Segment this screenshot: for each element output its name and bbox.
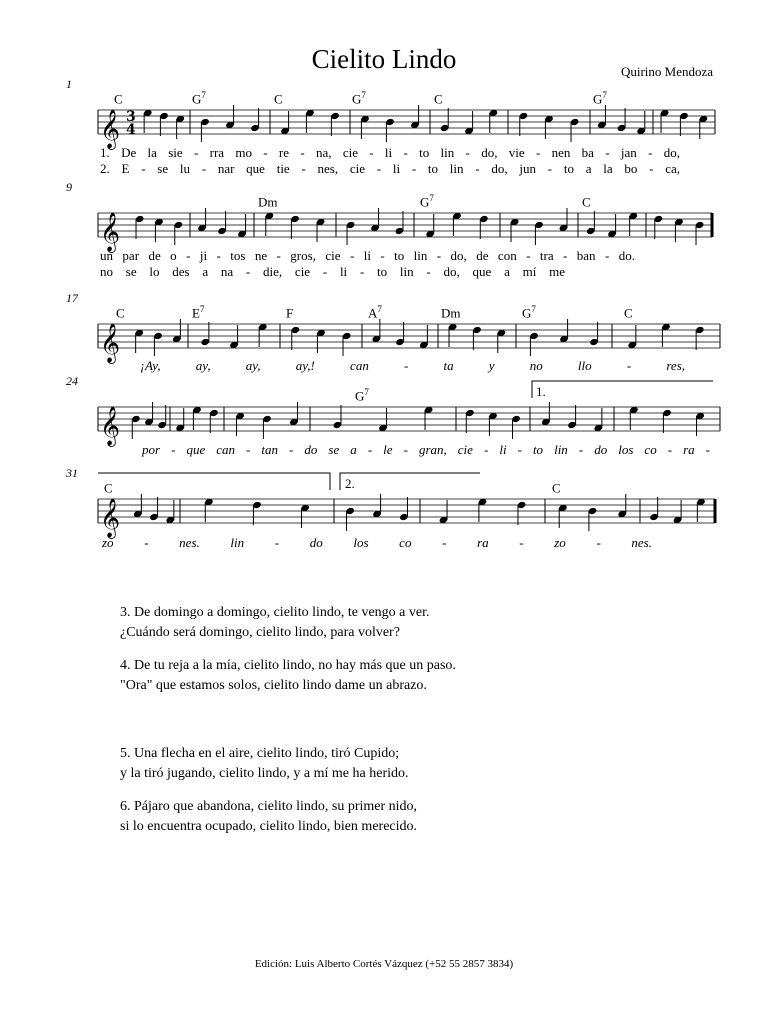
volta-2-bracket xyxy=(340,473,480,490)
chord-symbol: C xyxy=(104,480,113,496)
chord-symbol: $G^7$ xyxy=(420,193,434,210)
chord-symbol: $G^7$ xyxy=(192,90,206,107)
lyrics-verse-1: un par de o - ji - tos ne - gros, cie - li - to lin - do, de con - tra - ban - do. xyxy=(100,248,635,263)
treble-clef-icon: 𝄞 xyxy=(100,323,121,363)
lyrics-verse-2: no se lo des a na - die, cie - li - to lin - do, que a mí me xyxy=(100,264,565,279)
chord-symbol: C xyxy=(274,91,283,107)
volta-1-bracket xyxy=(532,381,713,398)
measure-number: 1 xyxy=(66,77,72,91)
chord-symbol: $G^7$ xyxy=(522,304,536,321)
measure-number: 31 xyxy=(66,466,78,480)
edition-credit: Edición: Luis Alberto Cortés Vázquez (+52 55 2857 3834) xyxy=(254,958,514,970)
treble-clef-icon: 𝄞 xyxy=(100,109,121,149)
chord-symbol: C xyxy=(624,305,633,321)
chord-symbol: Dm xyxy=(441,305,461,321)
chord-symbol: C xyxy=(552,480,561,496)
volta-1-label: 1. xyxy=(536,384,546,399)
chord-symbol: $G^7$ xyxy=(593,90,607,107)
chord-symbol: $A^7$ xyxy=(368,304,382,321)
measure-number: 17 xyxy=(66,291,78,305)
chord-symbol: $G^7$ xyxy=(355,387,369,404)
lyrics-chorus: por - que can - tan - do se a - le - gran, cie - li - to lin - do los co - ra - xyxy=(142,442,710,457)
lyrics-verse-2: 2. E - se lu - nar que tie - nes, cie - li - to lin - do, jun - to a la bo - ca, xyxy=(100,161,680,176)
chord-symbol: C xyxy=(116,305,125,321)
chord-symbol: $E^7$ xyxy=(192,304,205,321)
verse-5: 5. Una flecha en el aire, cielito lindo, tiró Cupido; y la tiró jugando, cielito lindo, y a mí me ha herido. xyxy=(120,746,409,781)
lyrics-chorus: ¡Ay, ay, ay, ay,! can - ta y no llo - res, xyxy=(140,358,685,373)
verse-6: 6. Pájaro que abandona, cielito lindo, su primer nido, si lo encuentra ocupado, cielito lindo, bien merecido. xyxy=(120,799,418,834)
lyrics-verse-1: 1. De la sie - rra mo - re - na, cie - li - to lin - do, vie - nen ba - jan - do, xyxy=(100,145,680,160)
verse-4: 4. De tu reja a la mía, cielito lindo, no hay más que un paso. "Ora" que estamos solos, cielito lindo dame un abrazo. xyxy=(120,658,456,693)
treble-clef-icon: 𝄞 xyxy=(100,498,121,538)
time-signature: 3 xyxy=(126,109,136,125)
chord-symbol: C xyxy=(434,91,443,107)
chord-symbol: F xyxy=(286,305,294,321)
composer-name: Quirino Mendoza xyxy=(620,64,713,79)
volta-1-bracket xyxy=(98,473,330,490)
time-signature: 4 xyxy=(126,122,136,138)
verse-3: 3. De domingo a domingo, cielito lindo, te vengo a ver. ¿Cuándo será domingo, cielito lindo, para volver? xyxy=(120,605,430,640)
chord-symbol: C xyxy=(582,194,591,210)
treble-clef-icon: 𝄞 xyxy=(100,406,121,446)
measure-number: 24 xyxy=(66,374,78,388)
lyrics-chorus: zo - nes. lin - do los co - ra - zo - nes. xyxy=(102,535,652,550)
measure-number: 9 xyxy=(66,180,72,194)
treble-clef-icon: 𝄞 xyxy=(100,212,121,252)
volta-2-label: 2. xyxy=(345,476,355,491)
chord-symbol: C xyxy=(114,91,123,107)
chord-symbol: $G^7$ xyxy=(352,90,366,107)
song-title: Cielito Lindo xyxy=(311,44,457,74)
chord-symbol: Dm xyxy=(258,194,278,210)
